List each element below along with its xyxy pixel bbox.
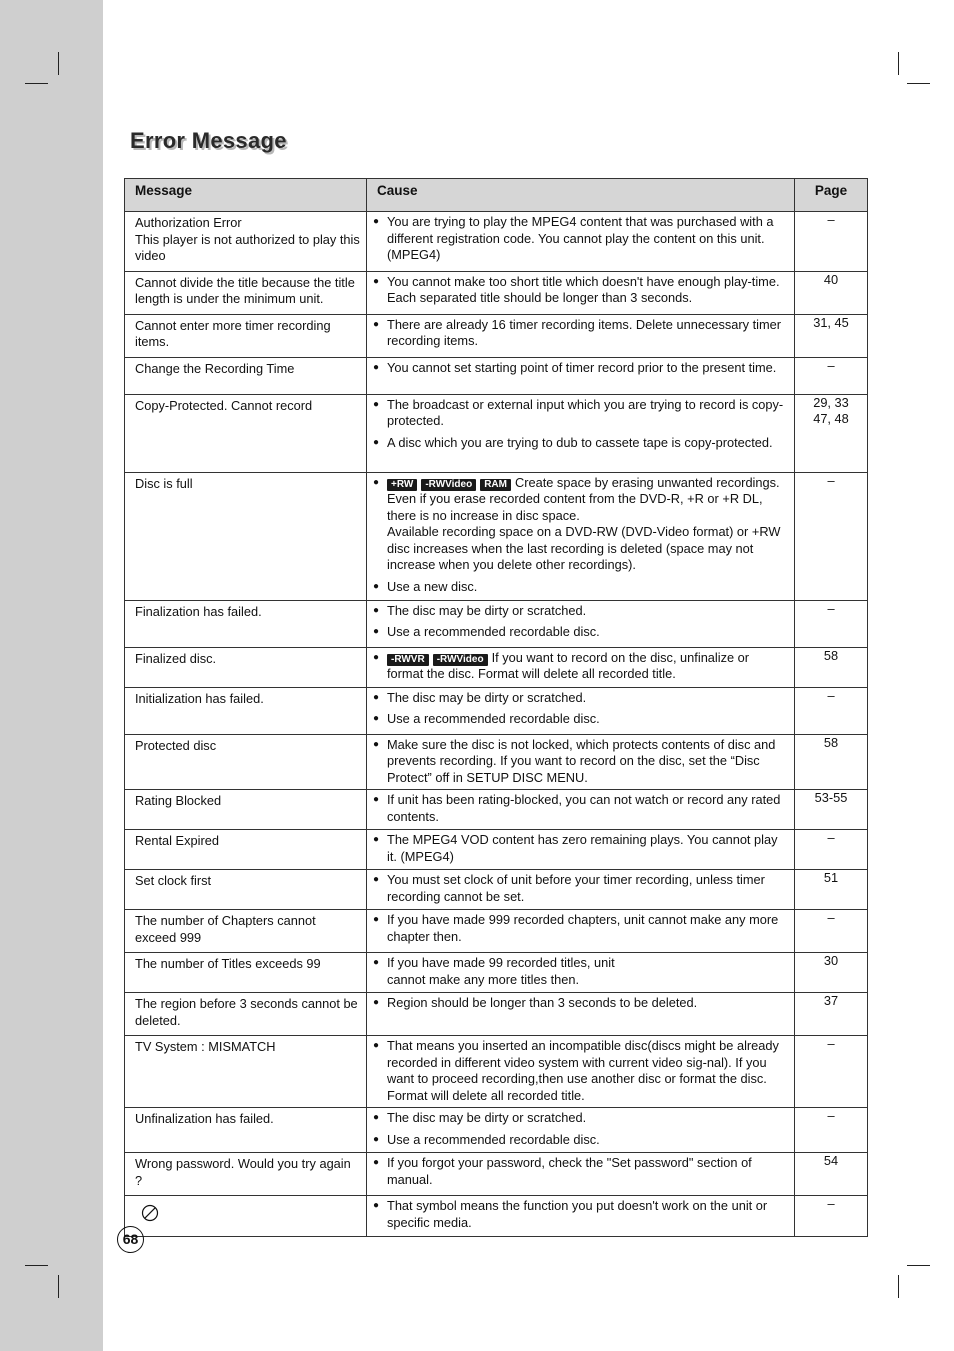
message-cell [125, 394, 367, 472]
message-cell [125, 271, 367, 314]
message-text: The region before 3 seconds cannot be deleted. [135, 996, 358, 1028]
cause-text: Create space by erasing unwanted recordings. Even if you erase recorded content from the DVD-R, +R or +R DL, there is no increase in disc space. Available recording space on a DVD-RW (DVD-Video format) or +RW disc increases when the last recording is deleted (space may not increase when you delete other recordings). [387, 474, 781, 572]
cause-item [372, 1198, 786, 1231]
message-text: The number of Titles exceeds 99 [135, 956, 321, 971]
cause-text: You cannot make too short title which doesn't have enough play-time. Each separated title should be longer than 3 seconds. [387, 273, 780, 305]
page-ref: – [827, 687, 835, 703]
page-ref: 37 [823, 993, 839, 1008]
message-cell [125, 1153, 367, 1196]
cause-item [372, 995, 786, 1012]
cause-text: If you have made 99 recorded titles, unit cannot make any more titles then. [387, 955, 615, 987]
message-cell [125, 212, 367, 272]
cause-cell [367, 647, 795, 687]
cause-item [372, 397, 786, 430]
page-ref: – [827, 910, 835, 925]
message-text: Wrong password. Would you try again ? [135, 1156, 351, 1188]
page-ref: 53-55 [814, 790, 848, 805]
page-ref-cell [795, 734, 868, 790]
cause-item [372, 624, 786, 641]
cause-item [372, 1155, 786, 1188]
message-cell [125, 790, 367, 830]
message-text: Copy-Protected. Cannot record [135, 397, 313, 413]
cause-item [372, 1038, 786, 1104]
cause-item [372, 955, 786, 988]
column-header-cause: Cause [367, 179, 795, 212]
message-text: Cannot enter more timer recording items. [135, 317, 331, 349]
page-ref-cell [795, 910, 868, 953]
crop-mark [25, 83, 48, 84]
page-ref-cell [795, 790, 868, 830]
table-row [125, 734, 868, 790]
message-cell [125, 314, 367, 357]
page-ref-cell [795, 830, 868, 870]
disc-type-badge: -RWVideo [421, 479, 476, 491]
page-ref: 31, 45 [813, 314, 849, 330]
page-ref-cell [795, 1036, 868, 1108]
message-cell [125, 830, 367, 870]
table-row [125, 271, 868, 314]
message-text: The number of Chapters cannot exceed 999 [135, 913, 316, 945]
message-cell [125, 357, 367, 394]
cause-text: If you have made 999 recorded chapters, unit cannot make any more chapter then. [387, 912, 779, 944]
cause-item [372, 360, 786, 377]
prohibited-icon [141, 1204, 159, 1227]
cause-text: The disc may be dirty or scratched. [387, 689, 587, 705]
cause-cell [367, 1196, 795, 1237]
disc-type-badge: -RWVR [387, 654, 429, 666]
message-text: Cannot divide the title because the title length is under the minimum unit. [135, 274, 355, 306]
page-ref-cell [795, 271, 868, 314]
cause-cell [367, 271, 795, 314]
cause-text: The disc may be dirty or scratched. [387, 1110, 587, 1125]
cause-text: You are trying to play the MPEG4 content that was purchased with a different registration code. You cannot play the content on this unit. (MPEG4) [387, 214, 774, 262]
page-margin-band [0, 0, 103, 1351]
cause-text: If you want to record on the disc, unfinalize or format the disc. Format will delete all recorded title. [387, 649, 750, 681]
cause-text: You cannot set starting point of timer record prior to the present time. [387, 359, 777, 375]
page-ref: – [827, 1196, 835, 1211]
message-cell [125, 1036, 367, 1108]
page-ref-cell [795, 394, 868, 472]
page-ref-cell [795, 1153, 868, 1196]
page-ref-cell [795, 870, 868, 910]
message-cell [125, 910, 367, 953]
table-row [125, 910, 868, 953]
crop-mark [25, 1265, 48, 1266]
message-cell [125, 1196, 367, 1237]
table-row [125, 953, 868, 993]
cause-text: The disc may be dirty or scratched. [387, 602, 587, 618]
crop-mark [907, 1265, 930, 1266]
cause-cell [367, 910, 795, 953]
table-row [125, 472, 868, 600]
message-text: Rental Expired [135, 833, 219, 848]
crop-mark [58, 52, 59, 75]
page-ref-cell [795, 472, 868, 600]
cause-item [372, 317, 786, 350]
page-title: Error Message [130, 128, 287, 153]
page-ref: 54 [823, 1153, 839, 1168]
cause-text: Use a recommended recordable disc. [387, 1131, 600, 1147]
message-text: Disc is full [135, 475, 193, 491]
cause-text: That means you inserted an incompatible disc(discs might be already recorded in different video system with current video sig-nal). If you want to proceed recording,then use another disc or format the disc. Format will delete all recorded title. [387, 1038, 779, 1103]
page-ref: 30 [823, 953, 839, 968]
cause-cell [367, 600, 795, 647]
page-ref: – [827, 600, 835, 616]
message-cell [125, 600, 367, 647]
page-ref: 58 [823, 647, 839, 663]
message-cell [125, 472, 367, 600]
table-header-row [125, 179, 868, 212]
cause-text: A disc which you are trying to dub to cassete tape is copy-protected. [387, 434, 773, 450]
cause-cell [367, 1108, 795, 1153]
page-ref: 40 [823, 271, 839, 287]
cause-item [372, 274, 786, 307]
page-ref: – [827, 1036, 835, 1051]
page-ref: – [827, 357, 835, 373]
cause-item [372, 832, 786, 865]
page-ref: – [827, 1108, 835, 1123]
error-message-table [124, 178, 868, 1237]
page-ref: 29, 33 47, 48 [813, 394, 849, 426]
disc-type-badge: +RW [387, 479, 417, 491]
table-row [125, 394, 868, 472]
cause-cell [367, 790, 795, 830]
crop-mark [898, 1275, 899, 1298]
table-row [125, 1196, 868, 1237]
table-row [125, 687, 868, 734]
page-ref-cell [795, 357, 868, 394]
column-header-message: Message [125, 179, 367, 212]
cause-text: That symbol means the function you put doesn't work on the unit or specific media. [387, 1198, 768, 1230]
cause-cell [367, 830, 795, 870]
cause-cell [367, 394, 795, 472]
cause-item [372, 579, 786, 596]
cause-cell [367, 734, 795, 790]
message-text: Change the Recording Time [135, 360, 295, 376]
cause-cell [367, 357, 795, 394]
page-ref-cell [795, 993, 868, 1036]
cause-item [372, 1110, 786, 1127]
cause-text: Region should be longer than 3 seconds to be deleted. [387, 995, 698, 1010]
table-row [125, 870, 868, 910]
cause-item [372, 872, 786, 905]
message-cell [125, 647, 367, 687]
table-row [125, 357, 868, 394]
cause-item [372, 603, 786, 620]
cause-item [372, 690, 786, 707]
cause-text: There are already 16 timer recording items. Delete unnecessary timer recording items. [387, 316, 782, 348]
page-ref-cell [795, 953, 868, 993]
table-row [125, 830, 868, 870]
table-row [125, 314, 868, 357]
page-ref: – [827, 472, 835, 488]
message-cell [125, 953, 367, 993]
message-cell [125, 870, 367, 910]
page-number: 68 [117, 1226, 144, 1253]
table-row [125, 993, 868, 1036]
page-ref-cell [795, 314, 868, 357]
cause-cell [367, 953, 795, 993]
cause-cell [367, 870, 795, 910]
table-row [125, 1108, 868, 1153]
cause-item [372, 792, 786, 825]
message-text: TV System : MISMATCH [135, 1039, 276, 1054]
page-ref: 51 [823, 870, 839, 885]
disc-type-badge: -RWVideo [433, 654, 488, 666]
table-row [125, 1036, 868, 1108]
cause-text: Make sure the disc is not locked, which protects contents of disc and prevents recording. If you want to record on the disc, set the “Disc Protect” off in SETUP DISC MENU. [387, 736, 776, 785]
message-text: Initialization has failed. [135, 690, 264, 706]
table-row [125, 600, 868, 647]
column-header-page: Page [795, 179, 868, 212]
cause-cell [367, 212, 795, 272]
cause-text: If unit has been rating-blocked, you can not watch or record any rated contents. [387, 792, 781, 824]
message-cell [125, 1108, 367, 1153]
cause-text: Use a recommended recordable disc. [387, 711, 600, 726]
page-ref: – [827, 830, 835, 845]
page-ref-cell [795, 1108, 868, 1153]
cause-cell [367, 314, 795, 357]
disc-type-badge: RAM [480, 479, 511, 491]
cause-item [372, 1132, 786, 1149]
page-ref-cell [795, 212, 868, 272]
cause-cell [367, 1036, 795, 1108]
message-text: Protected disc [135, 737, 217, 753]
page-ref: 58 [823, 734, 839, 750]
cause-text: Use a recommended recordable disc. [387, 624, 600, 639]
cause-text: The broadcast or external input which you are trying to record is copy-protected. [387, 396, 784, 428]
cause-text: If you forgot your password, check the "Set password" section of manual. [387, 1155, 752, 1187]
message-text: Rating Blocked [135, 793, 222, 808]
page-ref-cell [795, 600, 868, 647]
cause-item [372, 214, 786, 264]
message-cell [125, 734, 367, 790]
cause-cell [367, 993, 795, 1036]
page-ref-cell [795, 687, 868, 734]
cause-text: You must set clock of unit before your timer recording, unless timer recording cannot be set. [387, 872, 765, 904]
message-text: Set clock first [135, 873, 212, 888]
cause-cell [367, 1153, 795, 1196]
page-ref-cell [795, 647, 868, 687]
cause-item [372, 650, 786, 683]
crop-mark [907, 83, 930, 84]
cause-item [372, 912, 786, 945]
message-text: Unfinalization has failed. [135, 1111, 274, 1126]
table-row [125, 1153, 868, 1196]
cause-cell [367, 472, 795, 600]
crop-mark [58, 1275, 59, 1298]
cause-item [372, 435, 786, 452]
cause-text: Use a new disc. [387, 578, 478, 594]
cause-text: The MPEG4 VOD content has zero remaining plays. You cannot play it. (MPEG4) [387, 832, 778, 864]
message-text: Finalization has failed. [135, 603, 262, 619]
message-text: Authorization Error This player is not authorized to play this video [135, 215, 360, 263]
page-ref-cell [795, 1196, 868, 1237]
table-row [125, 212, 868, 272]
table-row [125, 790, 868, 830]
cause-item [372, 711, 786, 728]
table-row [125, 647, 868, 687]
cause-item [372, 737, 786, 787]
message-cell [125, 687, 367, 734]
cause-cell [367, 687, 795, 734]
crop-mark [898, 52, 899, 75]
message-text: Finalized disc. [135, 650, 217, 666]
cause-item [372, 475, 786, 574]
message-cell [125, 993, 367, 1036]
page-ref: – [827, 212, 835, 227]
